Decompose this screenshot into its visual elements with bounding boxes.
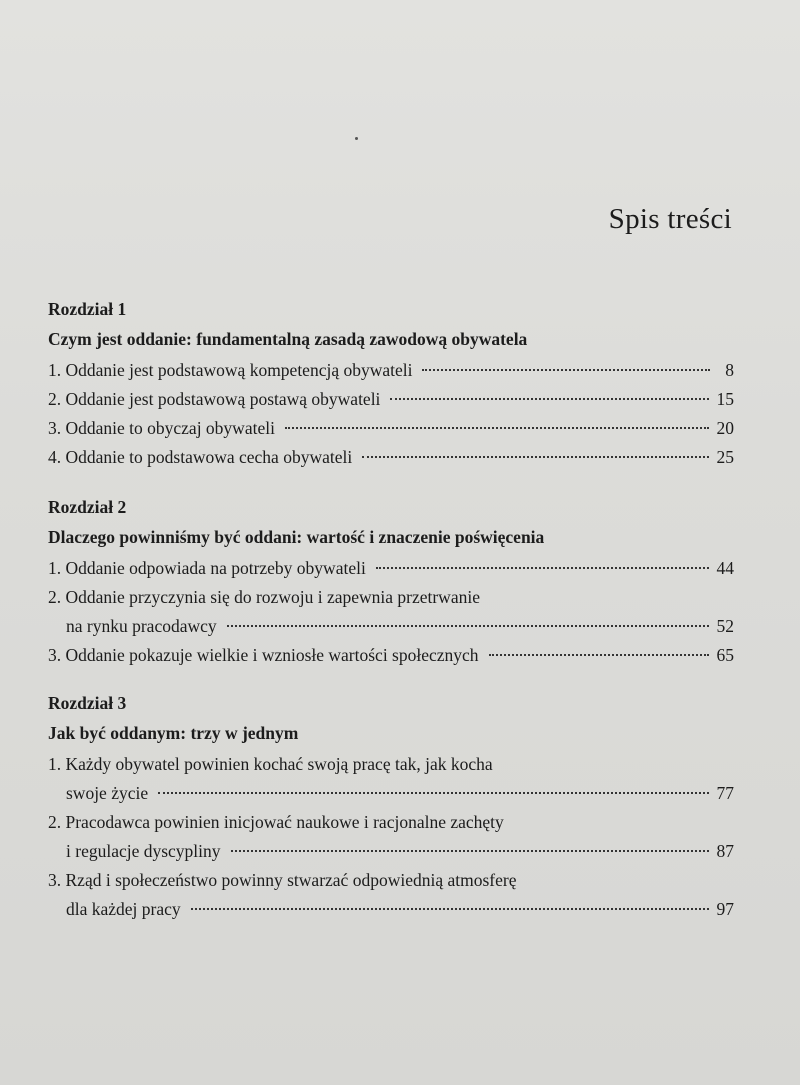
chapter-3 [48,688,734,924]
dot-leader [390,398,708,400]
page-number: 15 [716,389,734,409]
entry-text-cont: na rynku pracodawcy [66,616,217,636]
dot-leader [231,850,709,852]
chapter-title: Dlaczego powinniśmy być oddani: wartość i znaczenie poświęcenia [48,527,545,547]
chapter-1 [48,294,734,472]
entry-text-cont: dla każdej pracy [66,899,181,919]
entry-text: 2. Oddanie przyczynia się do rozwoju i zapewnia przetrwanie [48,587,480,607]
entry-text: 2. Oddanie jest podstawową postawą obywateli [48,389,381,409]
entry-text-cont: swoje życie [66,783,149,803]
entry-text: 3. Oddanie to obyczaj obywateli [48,418,275,438]
dot-leader [285,427,709,429]
toc-entry[interactable] [48,554,734,583]
dot-leader [362,456,708,458]
chapter-title: Czym jest oddanie: fundamentalną zasadą zawodową obywatela [48,329,528,349]
chapter-label: Rozdział 3 [48,693,127,713]
toc-entry[interactable] [48,866,734,924]
entry-text: 1. Każdy obywatel powinien kochać swoją pracę tak, jak kocha [48,754,493,774]
dot-leader [489,654,709,656]
page-number: 87 [716,841,734,861]
page-speck [355,137,358,140]
toc-entry[interactable] [48,750,734,808]
toc-entry[interactable] [48,443,734,472]
dot-leader [376,567,709,569]
chapter-title: Jak być oddanym: trzy w jednym [48,723,299,743]
page-number: 44 [716,558,734,578]
chapter-label: Rozdział 2 [48,497,127,517]
toc-entry[interactable] [48,356,734,385]
page-number: 20 [716,418,734,438]
page-number: 97 [716,899,734,919]
entry-text-cont: i regulacje dyscypliny [66,841,221,861]
page-number: 8 [725,360,734,380]
toc-entry[interactable] [48,385,734,414]
entry-text: 1. Oddanie odpowiada na potrzeby obywateli [48,558,366,578]
dot-leader [158,792,708,794]
page-number: 65 [716,645,734,665]
page-number: 25 [716,447,734,467]
page-number: 52 [716,616,734,636]
dot-leader [227,625,709,627]
toc-entry[interactable] [48,414,734,443]
entry-text: 1. Oddanie jest podstawową kompetencją obywateli [48,360,413,380]
toc-entry[interactable] [48,808,734,866]
chapter-2 [48,492,734,670]
toc-entry[interactable] [48,583,734,641]
toc-entry[interactable] [48,641,734,670]
entry-text: 3. Rząd i społeczeństwo powinny stwarzać odpowiednią atmosferę [48,870,517,890]
dot-leader [191,908,709,910]
page-number: 77 [716,783,734,803]
entry-text: 3. Oddanie pokazuje wielkie i wzniosłe wartości społecznych [48,645,479,665]
chapter-label: Rozdział 1 [48,299,127,319]
entry-text: 4. Oddanie to podstawowa cecha obywateli [48,447,353,467]
toc-title: Spis treści [608,203,732,235]
dot-leader [422,369,710,371]
entry-text: 2. Pracodawca powinien inicjować naukowe i racjonalne zachęty [48,812,504,832]
